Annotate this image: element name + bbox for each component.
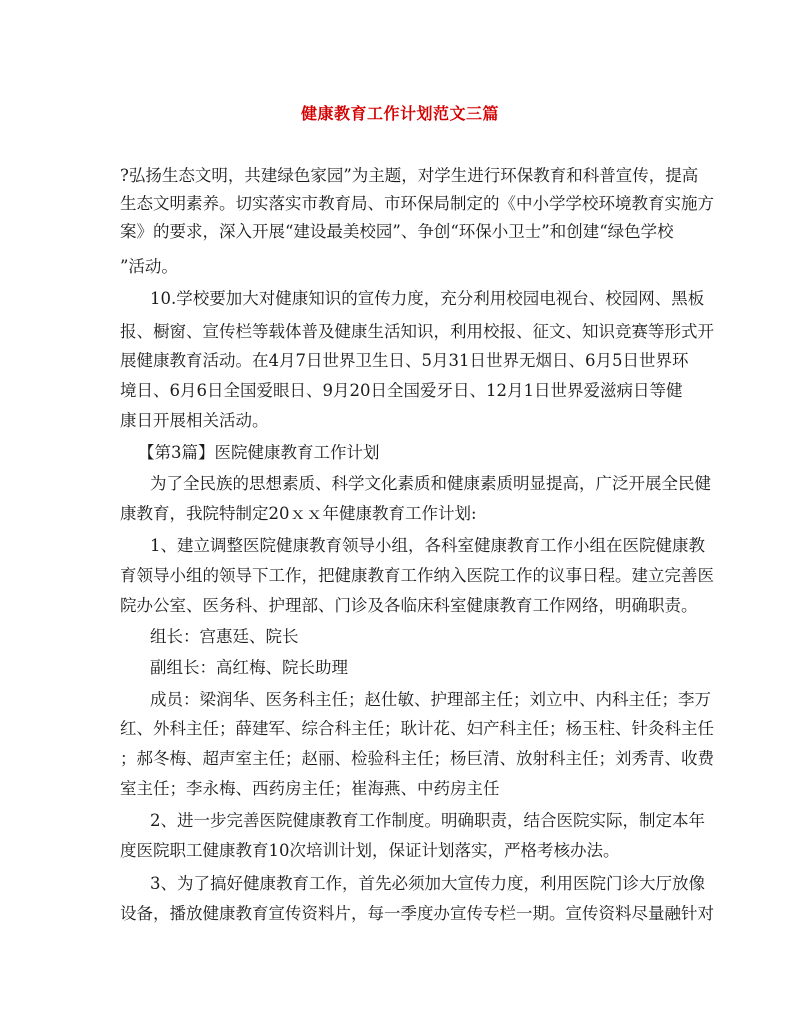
text-line: 案》的要求，深入开展“建设最美校园”、争创“环保小卫士”和创建“绿色学校 xyxy=(120,222,674,241)
text-line: 成员：梁润华、医务科主任；赵仕敏、护理部主任；刘立中、内科主任；李万 xyxy=(150,690,711,709)
text-line: 生态文明素养。切实落实市教育局、市环保局制定的《中小学学校环境教育实施方 xyxy=(120,194,714,213)
text-line: 1、建立调整医院健康教育领导小组，各科室健康教育工作小组在医院健康教 xyxy=(150,536,705,555)
text-line: 境日、6月6日全国爱眼日、9月20日全国爱牙日、12月1日世界爱滋病日等健 xyxy=(120,381,683,400)
text-line: 康日开展相关活动。 xyxy=(120,411,269,430)
text-line: ”活动。 xyxy=(120,257,178,276)
text-line: 育领导小组的领导下工作，把健康教育工作纳入医院工作的议事日程。建立完善医 xyxy=(120,566,714,585)
document-title: 健康教育工作计划范文三篇 xyxy=(300,104,499,123)
text-line: 10.学校要加大对健康知识的宣传力度，充分利用校园电视台、校园网、黑板 xyxy=(150,289,705,308)
text-line: 院办公室、医务科、护理部、门诊及各临床科室健康教育工作网络，明确职责。 xyxy=(120,596,698,615)
text-line: ?弘扬生态文明，共建绿色家园”为主题，对学生进行环保教育和科普宣传，提高 xyxy=(120,166,699,185)
text-line: 度医院职工健康教育10次培训计划，保证计划落实，严格考核办法。 xyxy=(120,841,620,860)
text-line: 2、进一步完善医院健康教育工作制度。明确职责，结合医院实际，制定本年 xyxy=(150,811,705,830)
text-line: 为了全民族的思想素质、科学文化素质和健康素质明显提高，广泛开展全民健 xyxy=(150,474,711,493)
text-line: 设备，播放健康教育宣传资料片，每一季度办宣传专栏一期。宣传资料尽量融针对 xyxy=(120,904,714,923)
text-line: 红、外科主任；薛建军、综合科主任；耿计花、妇产科主任；杨玉柱、针灸科主任 xyxy=(120,719,714,738)
text-line: 3、为了搞好健康教育工作，首先必须加大宣传力度，利用医院门诊大厅放像 xyxy=(150,874,705,893)
text-line: 室主任；李永梅、西药房主任；崔海燕、中药房主任 xyxy=(120,779,500,798)
text-line: 报、橱窗、宣传栏等载体普及健康生活知识，利用校报、征文、知识竞赛等形式开 xyxy=(120,322,714,341)
text-line: 副组长：高红梅、院长助理 xyxy=(150,658,348,677)
text-line: ；郝冬梅、超声室主任；赵丽、检验科主任；杨巨清、放射科主任；刘秀青、收费 xyxy=(120,749,714,768)
text-line: 展健康教育活动。在4月7日世界卫生日、5月31日世界无烟日、6月5日世界环 xyxy=(120,351,689,370)
text-line: 康教育，我院特制定20ｘｘ年健康教育工作计划: xyxy=(120,504,477,523)
section-heading: 【第3篇】医院健康教育工作计划 xyxy=(138,443,380,462)
text-line: 组长：宫惠廷、院长 xyxy=(150,627,299,646)
